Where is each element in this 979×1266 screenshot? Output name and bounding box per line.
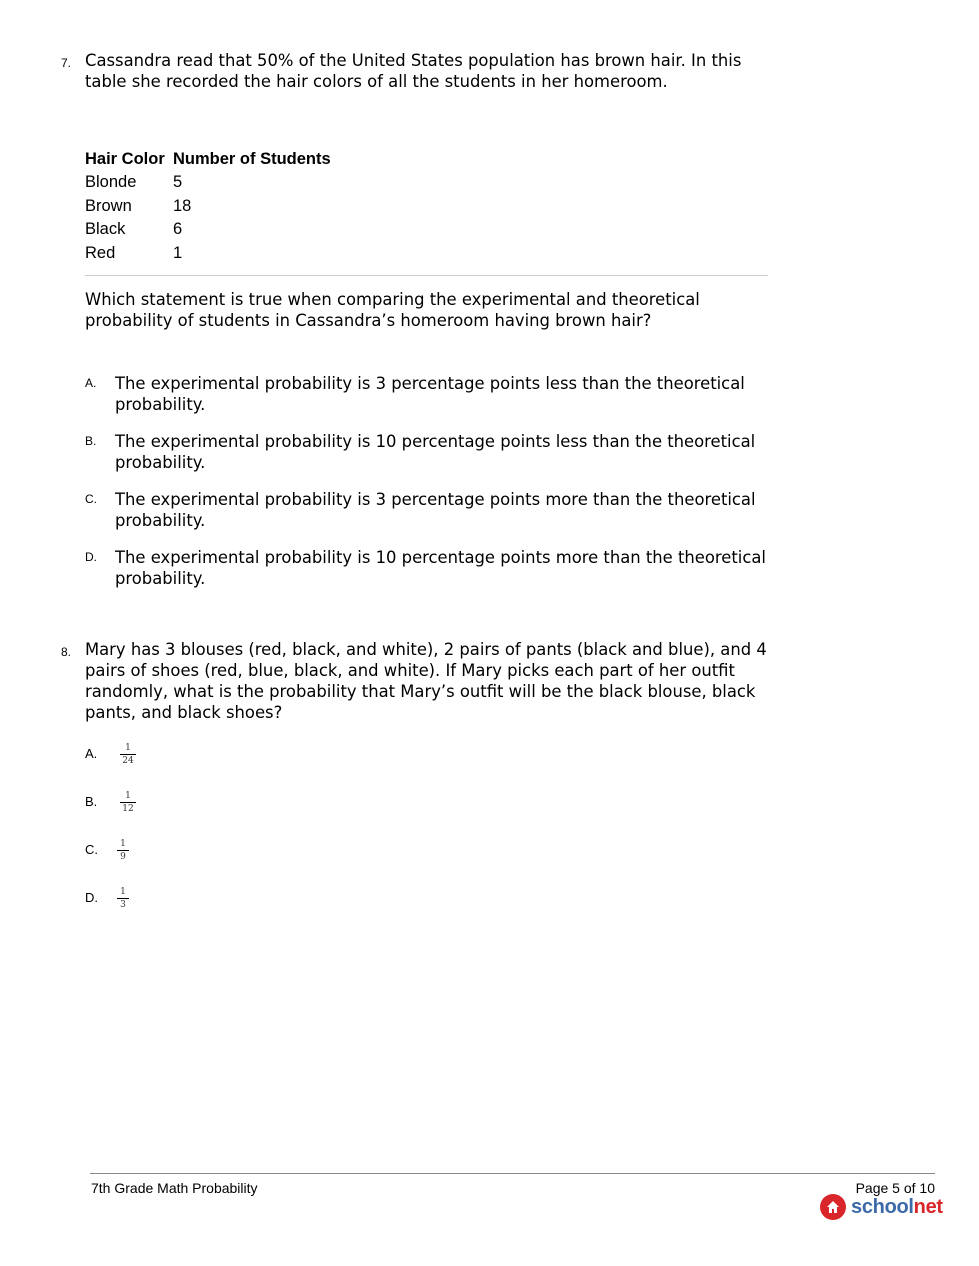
table-row [85, 195, 331, 219]
question-prompt: Which statement is true when comparing the experimental and theoretical probability of students in Cassandra’s homeroom having brown hair? [85, 290, 700, 330]
table-row [85, 242, 331, 266]
logo-text-net: net [913, 1195, 943, 1218]
house-icon [820, 1194, 846, 1220]
table-cell: 18 [173, 196, 192, 215]
fraction [117, 838, 129, 863]
table-cell: Brown [85, 196, 132, 215]
answer-option-c[interactable] [85, 838, 765, 872]
numerator: 1 [120, 790, 136, 803]
hair-color-table [85, 147, 331, 265]
numerator: 1 [120, 742, 136, 755]
question-stem: Mary has 3 blouses (red, black, and white), 2 pairs of pants (black and blue), and 4 pairs of shoes (red, blue, black, and white). If Mary picks each part of her outfit randomly, what is the probability that Mary’s outfit will be the black blouse, black pants, and black shoes? [85, 640, 767, 722]
denominator: 9 [120, 852, 126, 862]
option-label: A. [85, 746, 98, 761]
denominator: 3 [120, 900, 126, 910]
divider [85, 275, 768, 276]
option-label: D. [85, 890, 98, 905]
fraction [117, 886, 129, 911]
fraction [120, 790, 136, 815]
table-row [85, 218, 331, 242]
option-text: The experimental probability is 10 percentage points less than the theoretical probability. [115, 432, 756, 472]
answer-option-b[interactable] [85, 790, 765, 824]
option-label: D. [85, 550, 97, 564]
option-label: B. [85, 434, 97, 448]
table-row [85, 171, 331, 195]
question-number: 7. [61, 56, 72, 70]
option-text: The experimental probability is 3 percentage points more than the theoretical probability. [115, 490, 756, 530]
table-cell: 6 [173, 220, 183, 239]
table-header-row [85, 147, 331, 171]
question-number: 8. [61, 645, 72, 659]
answer-option-d[interactable] [85, 886, 765, 920]
logo-wordmark [851, 1196, 943, 1219]
numerator: 1 [117, 838, 129, 851]
footer-divider [90, 1173, 935, 1174]
table-cell: Blonde [85, 173, 137, 192]
option-text: The experimental probability is 3 percentage points less than the theoretical probability. [115, 374, 745, 414]
fraction [120, 742, 136, 767]
table-cell: Red [85, 243, 116, 262]
schoolnet-logo [820, 1194, 943, 1220]
page-indicator: Page 5 of 10 [855, 1180, 935, 1196]
column-header: Number of Students [173, 149, 331, 168]
denominator: 12 [122, 804, 134, 814]
denominator: 24 [122, 756, 134, 766]
question-stem: Cassandra read that 50% of the United States population has brown hair. In this table she recorded the hair colors of all the students in her homeroom. [85, 51, 742, 91]
option-label: C. [85, 842, 98, 857]
logo-text-school: school [851, 1195, 914, 1218]
option-label: A. [85, 376, 97, 390]
option-label: B. [85, 794, 98, 809]
table-cell: Black [85, 220, 126, 239]
option-text: The experimental probability is 10 percentage points more than the theoretical probability. [115, 548, 766, 588]
answer-option-a[interactable] [85, 742, 765, 776]
numerator: 1 [117, 886, 129, 899]
column-header: Hair Color [85, 149, 165, 168]
document-title: 7th Grade Math Probability [91, 1180, 258, 1196]
table-cell: 1 [173, 243, 183, 262]
option-label: C. [85, 492, 97, 506]
table-cell: 5 [173, 173, 183, 192]
